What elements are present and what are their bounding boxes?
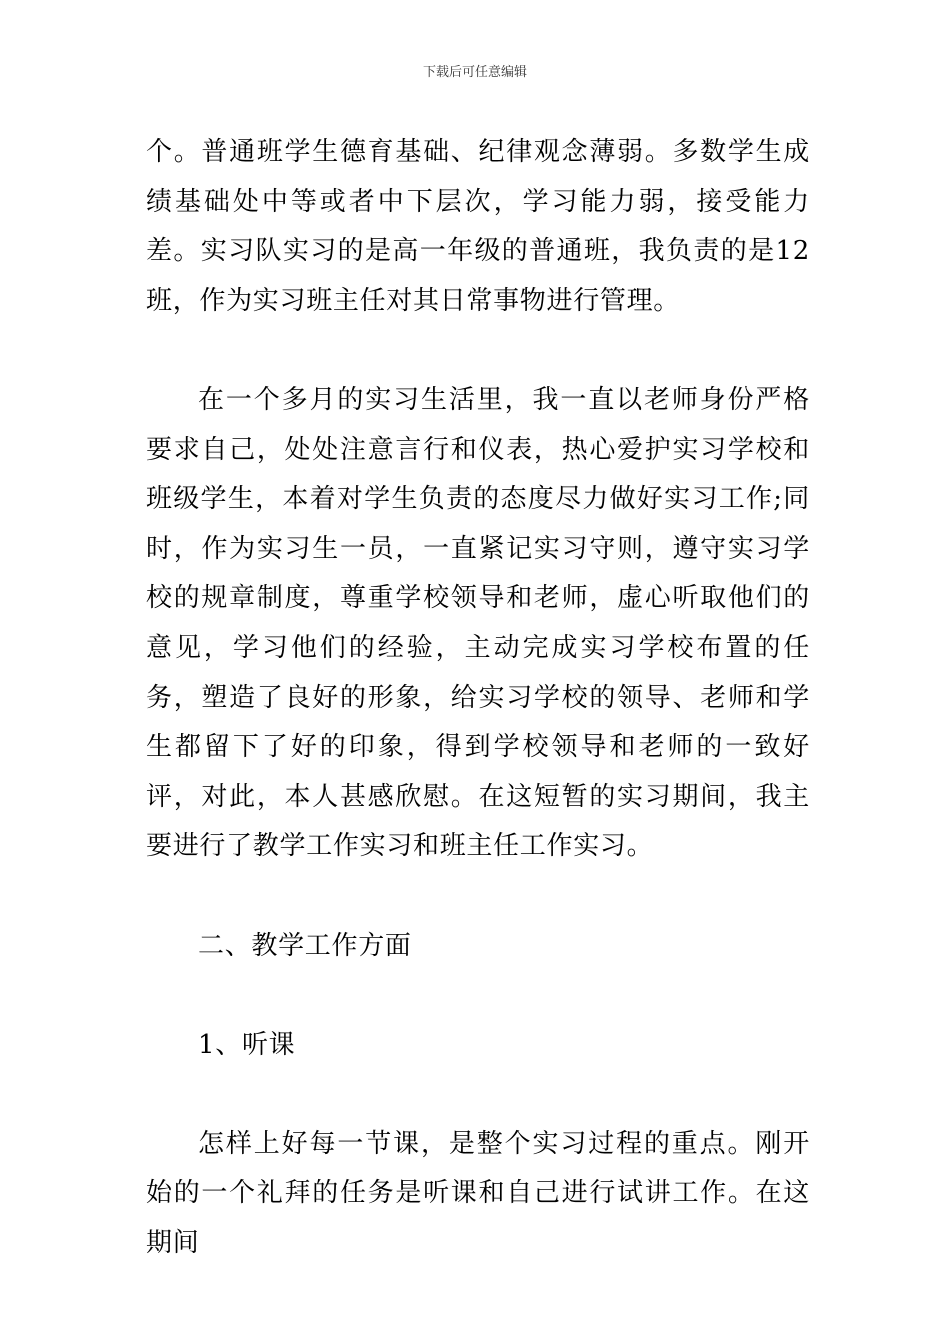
section-heading-teaching: 二、教学工作方面 (198, 930, 412, 961)
subsection-heading-lecture: 1、听课 (198, 1029, 296, 1060)
download-note: 下载后可任意编辑 (422, 65, 527, 80)
paragraph-gap (146, 971, 810, 1021)
paragraph-internship-conduct: 在一个多月的实习生活里，我一直以老师身份严格要求自己，处处注意言行和仪表，热心爱护实习学校和班级学生，本着对学生负责的态度尽力做好实习工作;同时，作为实习生一员，一直紧记实习守则，遵守实习学校的规章制度，尊重学校领导和老师，虚心听取他们的意见，学习他们的经验，主动完成实习学校布置的任务，塑造了良好的形象，给实习学校的领导、老师和学生都留下了好的印象，得到学校领导和老师的一致好评，对此，本人甚感欣慰。在这短暂的实习期间，我主要进行了教学工作实习和班主任工作实习。 (146, 384, 810, 862)
paragraph-gap (146, 1070, 810, 1120)
paragraph-lesson-prep: 怎样上好每一节课，是整个实习过程的重点。刚开始的一个礼拜的任务是听课和自己进行试讲工作。在这期间 (146, 1128, 810, 1259)
document-body (146, 128, 810, 1269)
paragraph-class-overview: 个。普通班学生德育基础、纪律观念薄弱。多数学生成绩基础处中等或者中下层次，学习能力弱，接受能力差。实习队实习的是高一年级的普通班，我负责的是12班，作为实习班主任对其日常事物进行管理。 (146, 137, 810, 316)
paragraph-gap (146, 326, 810, 376)
paragraph-gap (146, 872, 810, 922)
